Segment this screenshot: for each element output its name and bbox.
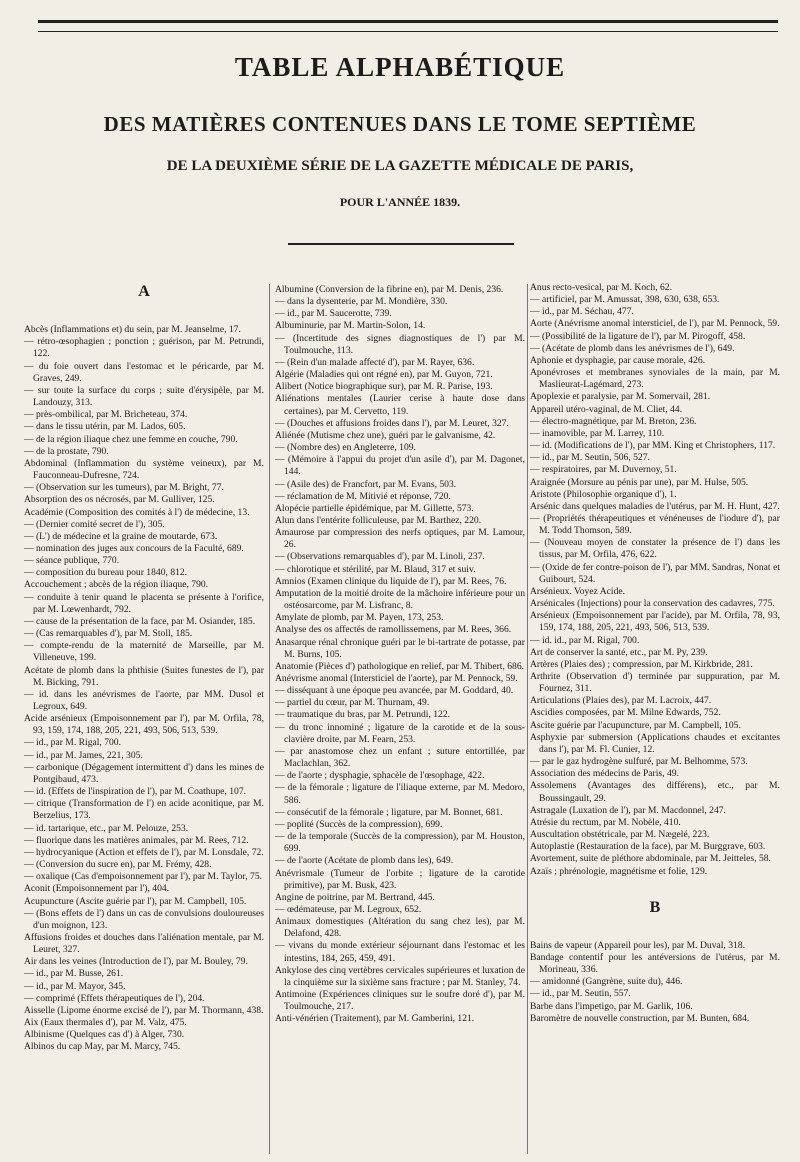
index-entry: — par anastomose chez un enfant ; suture entortillée, par Maclachlan, 362. [275, 745, 525, 770]
index-entry: — id., par M. Saucerotte, 739. [275, 308, 392, 320]
index-entry: — (Nombre des) en Angleterre, 109. [275, 442, 416, 454]
index-entry: Aconit (Empoisonnement par l'), 404. [24, 883, 170, 895]
index-entry: — rétro-œsophagien ; ponction ; guérison, par M. Petrundi, 122. [24, 336, 264, 360]
index-entry: Astragale (Luxation de l'), par M. Macdonnel, 247. [530, 804, 726, 816]
index-entry: — séance publique, 770. [24, 555, 120, 567]
index-entry: Amaurose par compression des nerfs optiques, par M. Lamour, 26. [275, 527, 525, 551]
index-entry: Albinisme (Quelques cas d') à Alger, 730. [24, 1029, 185, 1041]
index-entry: — dans la dysenterie, par M. Mondière, 330. [275, 296, 448, 308]
index-entry: Anti-vénérien (Traitement), par M. Gamberini, 121. [275, 1013, 475, 1025]
index-entry: Abdominal (Inflammation du système veineux), par M. Fauconneau-Dufresne, 724. [24, 457, 264, 482]
index-entry: Apoplexie et paralysie, par M. Somervail, 281. [530, 391, 711, 403]
series-line: DE LA DEUXIÈME SÉRIE DE LA GAZETTE MÉDICALE DE PARIS, [166, 158, 634, 174]
index-entry: — disséquant à une époque peu avancée, par M. Goddard, 40. [275, 685, 514, 697]
index-column-1 [24, 282, 264, 1160]
index-entry: — cause de la présentation de la face, par M. Osiander, 185. [24, 615, 256, 627]
index-entry: — du foie ouvert dans l'estomac et le péricarde, par M. Graves, 249. [24, 360, 264, 384]
index-entry: Animaux domestiques (Altération du sang chez les), par M. Delafond, 428. [275, 916, 525, 940]
index-entry: Anévrismale (Tumeur de l'orbite ; ligature de la carotide primitive), par M. Busk, 423. [275, 867, 525, 891]
index-entry: Assolemens (Avantages des différens), etc., par M. Boussingault, 29. [530, 780, 780, 804]
index-entry: Ankylose des cinq vertèbres cervicales supérieures et luxation de la cinquième sur la sixième sans fracture ; par M. Stanley, 74. [275, 964, 525, 988]
index-entry: Anasarque rénal chronique guéri par le bi-tartrate de potasse, par M. Burns, 105. [275, 636, 525, 660]
index-entry: Amylate de plomb, par M. Payen, 173, 253. [275, 612, 444, 624]
index-entry: — fluorique dans les matières animales, par M. Rees, 712. [24, 834, 249, 846]
index-entry: Abcès (Inflammations et) du sein, par M. Jeanselme, 17. [24, 324, 241, 336]
index-entry: Air dans les veines (Introduction de l'), par M. Bouley, 79. [24, 956, 248, 968]
index-entry: Barbe dans l'impetigo, par M. Garlik, 106. [530, 1000, 693, 1012]
index-entry: Analyse des os affectés de ramollissemens, par M. Rees, 366. [275, 624, 512, 636]
index-entry: — (Douches et affusions froides dans l'), par M. Leuret, 327. [275, 417, 509, 429]
index-entry: Alibert (Notice biographique sur), par M. R. Parise, 193. [275, 381, 493, 393]
index-entry: — (Propriétés thérapeutiques et vénéneuses de l'iodure d'), par M. Todd Thomson, 589. [530, 512, 780, 537]
index-column-2 [275, 284, 525, 1162]
index-entry: Arsénieux (Empoisonnement par l'acide), par M. Orfila, 78, 93, 159, 174, 188, 205, 221, 493, 506, 513, 539. [530, 610, 780, 634]
index-entry: — id. (Effets de l'inspiration de l'), par M. Coathupe, 107. [24, 786, 247, 798]
index-entry: — (Mémoire à l'appui du projet d'un asile d'), par M. Dagonet, 144. [275, 454, 525, 478]
index-entry: — de la temporale (Succès de la compression), par M. Houston, 699. [275, 831, 525, 855]
column-divider-1 [269, 284, 270, 1154]
index-entry: — chlorotique et stérilité, par M. Blaud, 317 et suiv. [275, 563, 476, 575]
index-entry: Algérie (Maladies qui ont régné en), par M. Guyon, 721. [275, 369, 493, 381]
index-entry: Antimoine (Expériences cliniques sur le soufre doré d'), par M. Toulmouche, 217. [275, 989, 525, 1013]
index-entry: — de la prostate, 790. [24, 445, 109, 457]
index-entry: — consécutif de la fémorale ; ligature, par M. Bonnet, 681. [275, 806, 503, 818]
index-entry: Aisselle (Lipome énorme excisé de l'), par M. Thormann, 438. [24, 1004, 264, 1016]
index-entry: Ascidies composées, par M. Milne Edwards, 752. [530, 707, 721, 719]
index-entry: — hydrocyanique (Action et effets de l'), par M. Lonsdale, 72. [24, 846, 264, 858]
index-entry: — conduite à tenir quand le placenta se présente à l'orifice, par M. Lœwenhardt, 792. [24, 591, 264, 615]
index-entry: Bains de vapeur (Appareil pour les), par M. Duval, 318. [530, 939, 746, 951]
index-entry: Articulations (Plaies des), par M. Lacroix, 447. [530, 695, 712, 707]
index-entry: Aponévroses et membranes synoviales de la main, par M. Maslieurat-Lagémard, 273. [530, 367, 780, 391]
index-entry: Alopécie partielle épidémique, par M. Gillette, 573. [275, 502, 474, 514]
index-entry: Acide arsénieux (Empoisonnement par l'), par M. Orfila, 78, 93, 159, 174, 188, 205, 221, 493, 506, 513, 539. [24, 713, 264, 737]
top-rule [38, 20, 778, 32]
entry-list-col3 [530, 282, 780, 878]
index-entry: — oxalique (Cas d'empoisonnement par l'), par M. Taylor, 75. [24, 871, 263, 883]
index-entry: — de la région iliaque chez une femme en couche, 790. [24, 433, 238, 445]
index-entry: Anus recto-vesical, par M. Koch, 62. [530, 282, 672, 293]
index-entry: Art de conserver la santé, etc., par M. Py, 239. [530, 646, 708, 658]
index-entry: Albuminurie, par M. Martin-Solon, 14. [275, 320, 426, 332]
index-entry: Autoplastie (Restauration de la face), par M. Burggrave, 603. [530, 841, 766, 853]
index-entry: Aorte (Anévrisme anomal intersticiel, de l'), par M. Pennock, 59. [530, 318, 780, 330]
index-entry: Arthrite (Observation d') terminée par suppuration, par M. Fournez, 311. [530, 671, 780, 695]
index-entry: Anatomie (Pièces d') pathologique en relief, par M. Thibert, 686. [275, 660, 525, 672]
entry-list-col1 [24, 324, 264, 1053]
index-entry: Araignée (Morsure au pénis par une), par M. Hulse, 505. [530, 476, 749, 488]
index-entry: — id. id., par M. Rigal, 700. [530, 634, 640, 646]
index-entry: Anévrisme anomal (Intersticiel de l'aorte), par M. Pennock, 59. [275, 673, 518, 684]
index-entry: — compte-rendu de la maternité de Marseille, par M. Villeneuve, 199. [24, 640, 264, 664]
index-entry: Acupuncture (Ascite guérie par l'), par M. Campbell, 105. [24, 895, 247, 907]
index-entry: Aix (Eaux thermales d'), par M. Valz, 475. [24, 1017, 187, 1029]
index-column-3 [530, 282, 780, 1160]
index-entry: — (Nouveau moyen de constater la présence de l') dans les tissus, par M. Orfila, 476, 622. [530, 537, 780, 561]
index-entry: — œdémateuse, par M. Legroux, 652. [275, 903, 422, 915]
index-entry: Aliénations mentales (Laurier cerise à haute dose dans certaines), par M. Cervetto, 119. [275, 393, 525, 417]
index-entry: Aliénée (Mutisme chez une), guéri par le galvanisme, 42. [275, 429, 496, 441]
index-entry: — électro-magnétique, par M. Breton, 236. [530, 415, 697, 427]
index-entry: — dans le tissu utérin, par M. Lados, 605. [24, 421, 186, 433]
index-entry: Albinos du cap May, par M. Marcy, 745. [24, 1041, 181, 1053]
index-entry: — (Incertitude des signes diagnostiques de l') par M. Toulmouche, 113. [275, 332, 525, 356]
index-entry: — id. tartarique, etc., par M. Pelouze, 253. [24, 822, 189, 834]
index-entry: — id., par M. Rigal, 700. [24, 737, 121, 749]
index-entry: — (Cas remarquables d'), par M. Stoll, 185. [24, 628, 193, 640]
index-entry: — réclamation de M. Mitivié et réponse, 720. [275, 490, 451, 502]
section-letter-b: B [649, 898, 661, 916]
index-entry: Artères (Plaies des) ; compression, par M. Kirkbride, 281. [530, 658, 753, 670]
index-entry: — traumatique du bras, par M. Petrundi, 122. [275, 709, 451, 721]
index-entry: Arsénicales (Injections) pour la conservation des cadavres, 775. [530, 598, 775, 610]
index-entry: Albumine (Conversion de la fibrine en), par M. Denis, 236. [275, 284, 504, 295]
index-entry: — près-ombilical, par M. Bricheteau, 374. [24, 409, 188, 421]
index-entry: Baromètre de nouvelle construction, par M. Bunten, 684. [530, 1012, 750, 1024]
index-entry: Asphyxie par submersion (Applications chaudes et excitantes dans l'), par M. Fl. Cunier, 12. [530, 731, 780, 755]
index-entry: Auscultation obstétricale, par M. Nægelé, 223. [530, 829, 710, 841]
index-entry: — (Acétate de plomb dans les anévrismes de l'), 649. [530, 342, 735, 354]
index-entry: — (Possibilité de la ligature de l'), par M. Pirogoff, 458. [530, 330, 746, 342]
index-entry: Absorption des os nécrosés, par M. Gulliver, 125. [24, 494, 215, 506]
index-entry: — composition du bureau pour 1840, 812. [24, 567, 188, 579]
index-entry: Académie (Composition des comités à l') de médecine, 13. [24, 506, 250, 518]
index-entry: — id. dans les anévrismes de l'aorte, par MM. Dusol et Legroux, 649. [24, 688, 264, 712]
index-entry: — de la fémorale ; ligature de l'iliaque externe, par M. Medoro, 586. [275, 782, 525, 806]
index-entry: — id., par M. Mayor, 345. [24, 980, 126, 992]
index-entry: — id. (Modifications de l'), par MM. King et Christophers, 117. [530, 440, 776, 452]
index-entry: — nomination des juges aux concours de la Faculté, 689. [24, 542, 244, 554]
index-entry: — vivans du monde extérieur séjournant dans l'estomac et les intestins, 184, 265, 459, 491. [275, 940, 525, 964]
column-divider-2 [527, 284, 528, 1154]
index-entry: — id., par M. Seutin, 506, 527. [530, 452, 650, 464]
index-entry: Azaïs ; phrénologie, magnétisme et folie, 129. [530, 865, 708, 877]
title-divider [288, 243, 514, 245]
index-entry: — partiel du cœur, par M. Thurnam, 49. [275, 697, 430, 709]
index-entry: Amputation de la moitié droite de la mâchoire inférieure pour un ostéosarcome, par M. Lisfranc, 8. [275, 587, 525, 612]
section-letter-a: A [138, 283, 150, 300]
index-entry: — poplité (Succès de la compression), 699. [275, 818, 443, 830]
index-entry: Association des médecins de Paris, 49. [530, 768, 679, 780]
index-entry: — (Dernier comité secret de l'), 305. [24, 518, 165, 530]
index-entry: — amidonné (Gangrène, suite du), 446. [530, 976, 683, 988]
index-entry: Ascite guérie par l'acupuncture, par M. Campbell, 105. [530, 719, 741, 731]
entry-list-col3-b [530, 940, 780, 1025]
index-entry: — sur toute la surface du corps ; suite d'érysipèle, par M. Landouzy, 313. [24, 384, 264, 409]
index-entry: — du tronc innominé ; ligature de la carotide et de la sous-clavière droite, par M. Fearn, 253. [275, 721, 525, 745]
year-line: POUR L'ANNÉE 1839. [339, 195, 461, 209]
index-entry: — (Oxide de fer contre-poison de l'), par MM. Sandras, Nonat et Guibourt, 524. [530, 561, 780, 585]
index-entry: — (Observations remarquables d'), par M. Linoli, 237. [275, 551, 485, 563]
index-entry: — (Conversion du sucre en), par M. Frémy, 428. [24, 859, 212, 871]
index-entry: — par le gaz hydrogène sulfuré, par M. Belhomme, 573. [530, 756, 748, 768]
index-entry: Acétate de plomb dans la phthisie (Suites funestes de l'), par M. Bicking, 791. [24, 664, 264, 688]
index-entry: — (Asile des) de Francfort, par M. Evans, 503. [275, 478, 457, 490]
index-entry: — (Bons effets de l') dans un cas de convulsions douloureuses d'un moignon, 123. [24, 907, 264, 931]
index-entry: — id., par M. Séchau, 477. [530, 306, 634, 318]
index-entry: — respiratoires, par M. Duvernoy, 51. [530, 464, 677, 476]
index-entry: — (L') de médecine et la graine de moutarde, 673. [24, 530, 218, 542]
index-entry: Aphonie et dysphagie, par cause morale, 426. [530, 354, 706, 366]
entry-list-col2 [275, 284, 525, 1026]
index-entry: — inamovible, par M. Larrey, 110. [530, 427, 665, 439]
page-subtitle: DES MATIÈRES CONTENUES DANS LE TOME SEPTIÈME [103, 112, 697, 136]
index-entry: — artificiel, par M. Amussat, 398, 630, 638, 653. [530, 294, 720, 306]
index-entry: Appareil utéro-vaginal, de M. Cliet, 44. [530, 403, 683, 415]
index-entry: — comprimé (Effets thérapeutiques de l'), 204. [24, 992, 205, 1004]
index-entry: Arsénic dans quelques maladies de l'utérus, par M. H. Hunt, 427. [530, 500, 780, 512]
index-entry: Alun dans l'entérite folliculeuse, par M. Barthez, 220. [275, 514, 482, 526]
index-entry: — (Rein d'un malade affecté d'), par M. Rayer, 636. [275, 356, 475, 368]
index-entry: Avortement, suite de pléthore abdominale, par M. Jeitteles, 58. [530, 853, 771, 865]
index-entry: — id., par M. James, 221, 305. [24, 749, 143, 761]
index-entry: Affusions froides et douches dans l'aliénation mentale, par M. Leuret, 327. [24, 931, 264, 956]
index-entry: Bandage contentif pour les antéversions de l'utérus, par M. Morineau, 336. [530, 951, 780, 976]
index-entry: Atrésie du rectum, par M. Nobèle, 410. [530, 816, 681, 828]
index-entry: Angine de poitrine, par M. Bertrand, 445. [275, 891, 435, 903]
index-entry: — de l'aorte (Acétate de plomb dans les), 649. [275, 855, 454, 867]
index-entry: Arsénieux. Voyez Acide. [530, 585, 626, 597]
index-entry: Accouchement ; abcès de la région iliaque, 790. [24, 579, 209, 591]
index-entry: — (Observation sur les tumeurs), par M. Bright, 77. [24, 482, 224, 494]
index-entry: — citrique (Transformation de l') en acide aconitique, par M. Berzelius, 173. [24, 798, 264, 822]
index-entry: — de l'aorte ; dysphagie, sphacèle de l'œsophage, 422. [275, 770, 485, 782]
index-entry: — id., par M. Busse, 261. [24, 968, 124, 980]
index-entry: — id., par M. Seutin, 557. [530, 988, 631, 1000]
index-entry: — carbonique (Dégagement intermittent d') dans les mines de Pontgibaud, 473. [24, 761, 264, 785]
index-entry: Amnios (Examen clinique du liquide de l'), par M. Rees, 76. [275, 575, 507, 587]
page-title: TABLE ALPHABÉTIQUE [234, 52, 566, 82]
index-entry: Aristote (Philosophie organique d'), 1. [530, 488, 677, 500]
